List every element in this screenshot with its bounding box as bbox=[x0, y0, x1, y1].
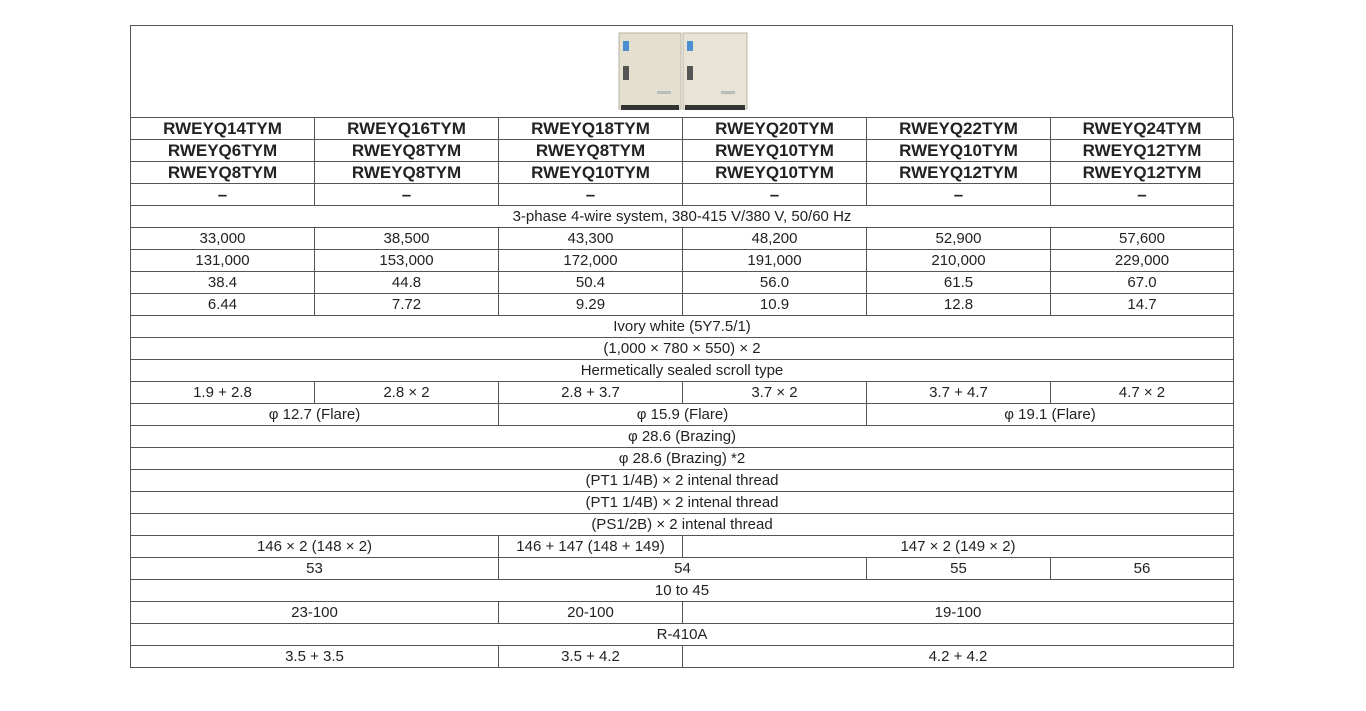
cell: 55 bbox=[867, 558, 1051, 580]
cell: 2.8 × 2 bbox=[315, 382, 499, 404]
cell: RWEYQ8TYM bbox=[131, 162, 315, 184]
cell: 146 × 2 (148 × 2) bbox=[131, 536, 499, 558]
cell: R-410A bbox=[131, 624, 1234, 646]
cell: RWEYQ10TYM bbox=[867, 140, 1051, 162]
cell: 9.29 bbox=[499, 294, 683, 316]
cell: 4.7 × 2 bbox=[1051, 382, 1234, 404]
water-temp-row bbox=[131, 580, 1234, 602]
cell: 229,000 bbox=[1051, 250, 1234, 272]
cell: 147 × 2 (149 × 2) bbox=[683, 536, 1234, 558]
cell: 10 to 45 bbox=[131, 580, 1234, 602]
cell: 61.5 bbox=[867, 272, 1051, 294]
cell: RWEYQ14TYM bbox=[131, 118, 315, 140]
cell: φ 12.7 (Flare) bbox=[131, 404, 499, 426]
cell: 20-100 bbox=[499, 602, 683, 624]
cell: 67.0 bbox=[1051, 272, 1234, 294]
cell: φ 28.6 (Brazing) bbox=[131, 426, 1234, 448]
spec-table bbox=[130, 117, 1234, 668]
cell: 3.7 × 2 bbox=[683, 382, 867, 404]
cell: – bbox=[131, 184, 315, 206]
spec-sheet bbox=[130, 25, 1233, 668]
water-outlet-row bbox=[131, 492, 1234, 514]
cell: 7.72 bbox=[315, 294, 499, 316]
cell: RWEYQ6TYM bbox=[131, 140, 315, 162]
cell: 6.44 bbox=[131, 294, 315, 316]
cell: 3-phase 4-wire system, 380-415 V/380 V, 50/60 Hz bbox=[131, 206, 1234, 228]
cell: 191,000 bbox=[683, 250, 867, 272]
cell: φ 19.1 (Flare) bbox=[867, 404, 1234, 426]
cell: Ivory white (5Y7.5/1) bbox=[131, 316, 1234, 338]
gas-pipe-row bbox=[131, 426, 1234, 448]
liquid-pipe-row bbox=[131, 404, 1234, 426]
cell: RWEYQ8TYM bbox=[315, 140, 499, 162]
refrigerant-row bbox=[131, 624, 1234, 646]
cell: 19-100 bbox=[683, 602, 1234, 624]
cell: 12.8 bbox=[867, 294, 1051, 316]
cell: RWEYQ18TYM bbox=[499, 118, 683, 140]
cell: RWEYQ20TYM bbox=[683, 118, 867, 140]
cell: RWEYQ12TYM bbox=[1051, 140, 1234, 162]
dimensions-row bbox=[131, 338, 1234, 360]
value-row bbox=[131, 294, 1234, 316]
cell: 172,000 bbox=[499, 250, 683, 272]
model-row bbox=[131, 162, 1234, 184]
water-inlet-row bbox=[131, 470, 1234, 492]
cell: (PT1 1/4B) × 2 intenal thread bbox=[131, 470, 1234, 492]
model-row bbox=[131, 140, 1234, 162]
cell: Hermetically sealed scroll type bbox=[131, 360, 1234, 382]
cell: 52,900 bbox=[867, 228, 1051, 250]
product-image-row bbox=[130, 25, 1233, 117]
value-row bbox=[131, 250, 1234, 272]
cell: 23-100 bbox=[131, 602, 499, 624]
cell: RWEYQ8TYM bbox=[499, 140, 683, 162]
value-row bbox=[131, 228, 1234, 250]
cell: φ 28.6 (Brazing) *2 bbox=[131, 448, 1234, 470]
cell: – bbox=[867, 184, 1051, 206]
cell: 153,000 bbox=[315, 250, 499, 272]
outdoor-unit-image bbox=[617, 31, 749, 112]
cell: 38,500 bbox=[315, 228, 499, 250]
cell: 14.7 bbox=[1051, 294, 1234, 316]
cell: 131,000 bbox=[131, 250, 315, 272]
cell: 54 bbox=[499, 558, 867, 580]
weight-row bbox=[131, 536, 1234, 558]
cell: (PT1 1/4B) × 2 intenal thread bbox=[131, 492, 1234, 514]
cell: 33,000 bbox=[131, 228, 315, 250]
cell: 4.2 + 4.2 bbox=[683, 646, 1234, 668]
power-supply-row bbox=[131, 206, 1234, 228]
capacity-range-row bbox=[131, 602, 1234, 624]
cell: – bbox=[1051, 184, 1234, 206]
cell: 43,300 bbox=[499, 228, 683, 250]
cell: 50.4 bbox=[499, 272, 683, 294]
cell: 210,000 bbox=[867, 250, 1051, 272]
cell: RWEYQ10TYM bbox=[499, 162, 683, 184]
cell: – bbox=[315, 184, 499, 206]
casing-color-row bbox=[131, 316, 1234, 338]
cell: 10.9 bbox=[683, 294, 867, 316]
cell: RWEYQ10TYM bbox=[683, 162, 867, 184]
cell: 57,600 bbox=[1051, 228, 1234, 250]
model-row bbox=[131, 118, 1234, 140]
gas-pipe-2-row bbox=[131, 448, 1234, 470]
drain-outlet-row bbox=[131, 514, 1234, 536]
cell: RWEYQ22TYM bbox=[867, 118, 1051, 140]
cell: (1,000 × 780 × 550) × 2 bbox=[131, 338, 1234, 360]
cell: – bbox=[499, 184, 683, 206]
cell: RWEYQ12TYM bbox=[1051, 162, 1234, 184]
cell: 44.8 bbox=[315, 272, 499, 294]
cell: 3.7 + 4.7 bbox=[867, 382, 1051, 404]
cell: 3.5 + 3.5 bbox=[131, 646, 499, 668]
cell: 38.4 bbox=[131, 272, 315, 294]
cell: 53 bbox=[131, 558, 499, 580]
cell: RWEYQ16TYM bbox=[315, 118, 499, 140]
cell: φ 15.9 (Flare) bbox=[499, 404, 867, 426]
cell: RWEYQ12TYM bbox=[867, 162, 1051, 184]
cell: 2.8 + 3.7 bbox=[499, 382, 683, 404]
cell: 48,200 bbox=[683, 228, 867, 250]
refrigerant-charge-row bbox=[131, 646, 1234, 668]
value-row bbox=[131, 272, 1234, 294]
cell: 146 + 147 (148 + 149) bbox=[499, 536, 683, 558]
motor-output-row bbox=[131, 382, 1234, 404]
cell: RWEYQ24TYM bbox=[1051, 118, 1234, 140]
sound-level-row bbox=[131, 558, 1234, 580]
cell: RWEYQ10TYM bbox=[683, 140, 867, 162]
cell: 56.0 bbox=[683, 272, 867, 294]
cell: 3.5 + 4.2 bbox=[499, 646, 683, 668]
cell: – bbox=[683, 184, 867, 206]
cell: 56 bbox=[1051, 558, 1234, 580]
cell: RWEYQ8TYM bbox=[315, 162, 499, 184]
compressor-type-row bbox=[131, 360, 1234, 382]
cell: 1.9 + 2.8 bbox=[131, 382, 315, 404]
cell: (PS1/2B) × 2 intenal thread bbox=[131, 514, 1234, 536]
model-row bbox=[131, 184, 1234, 206]
